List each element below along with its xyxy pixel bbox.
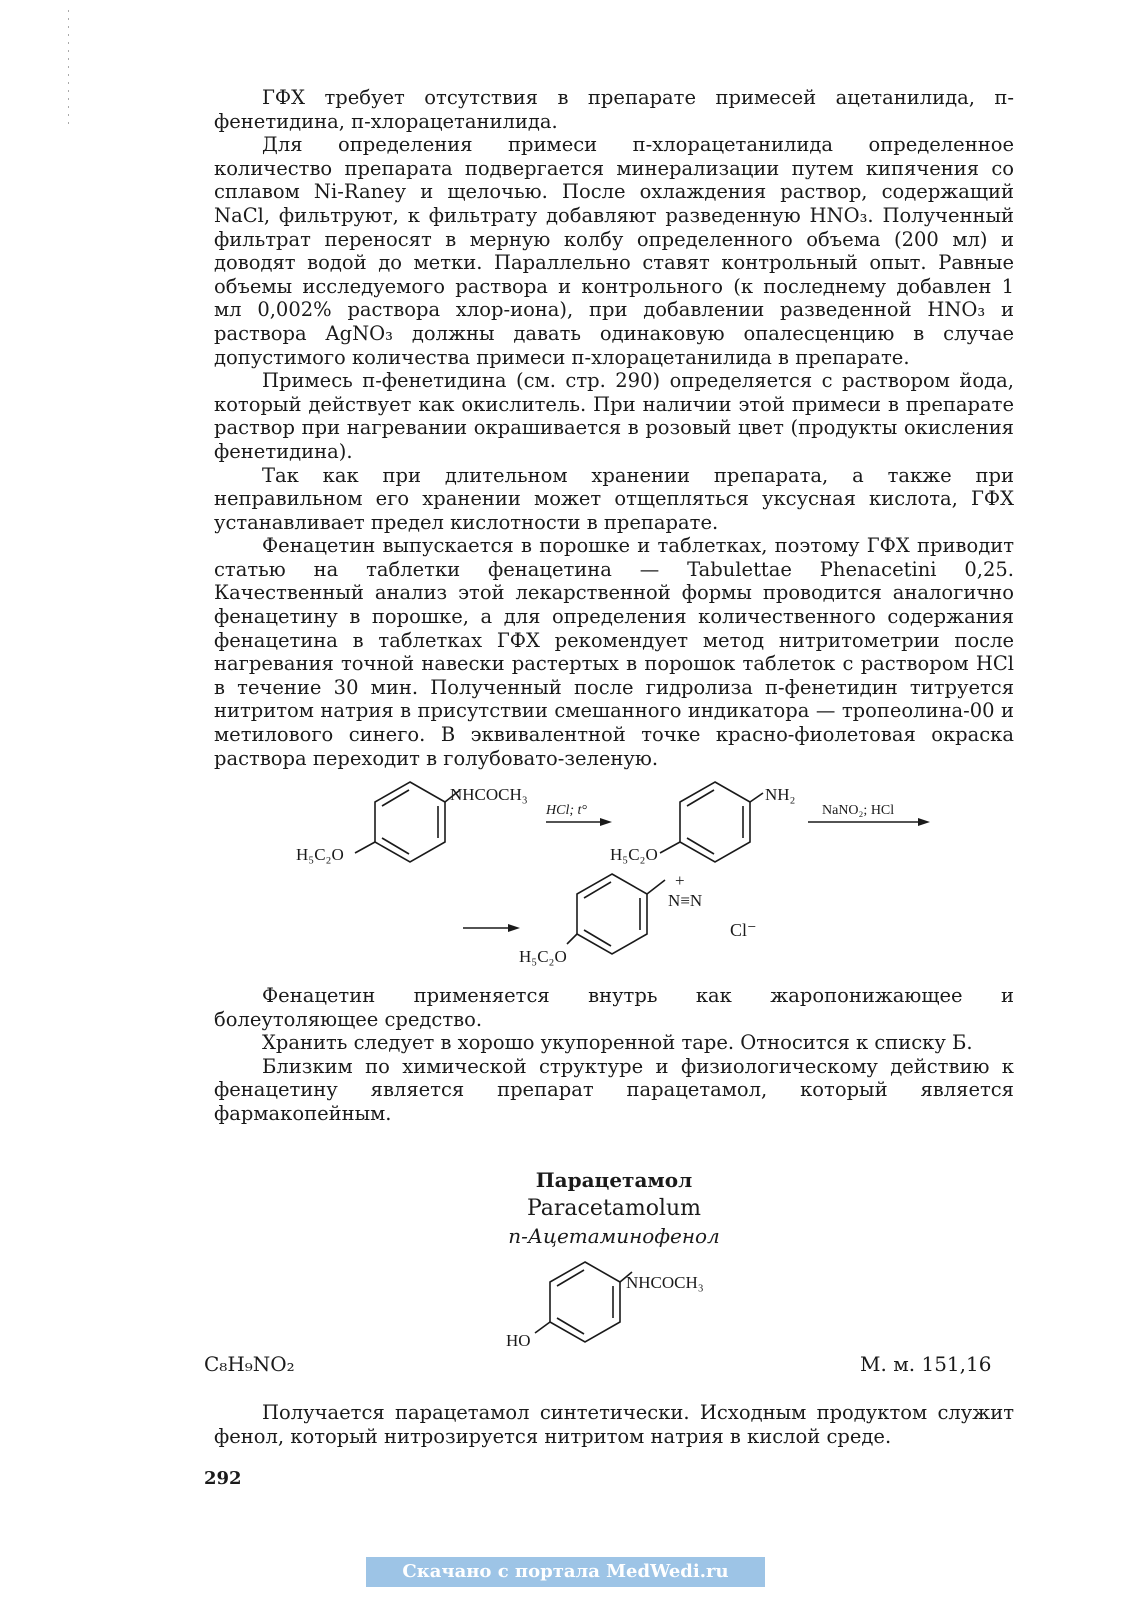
- benzene-ring: [535, 1262, 632, 1342]
- reaction-conditions: HCl; t°: [546, 803, 587, 818]
- substituent-label: H₅C₂O: [610, 845, 658, 864]
- reaction-conditions: NaNO₂; HCl: [822, 803, 895, 818]
- body-text-bottom: [214, 1401, 1014, 1448]
- paragraph: Фенацетин применяется внутрь как жаропонижающее и болеутоляющее средство.: [214, 984, 1014, 1031]
- substituent-label: N≡N: [668, 891, 703, 910]
- counter-ion-label: Cl⁻: [730, 920, 757, 940]
- substituent-label: NHCOCH₃: [450, 785, 528, 804]
- scan-mark: [68, 10, 69, 130]
- substituent-label: NH₂: [765, 785, 796, 804]
- paragraph: Близким по химической структуре и физиологическому действию к фенацетину является препарат парацетамол, который является фармакопейным.: [214, 1054, 1014, 1125]
- charge-label: +: [675, 871, 685, 890]
- substituent-label: H₅C₂O: [519, 947, 567, 966]
- paragraph: Для определения примеси п-хлорацетанилида определенное количество препарата подвергается минерализации путем кипячения со сплавом Ni-Ranеу и щелочью. После охлаждения раствор, содержащий NaCl, фильтруют, к фильтрату добавляют разведенную HNO₃. Полученный фильтрат переносят в мерную колбу определенного объема (200 мл) и доводят водой до метки. Параллельно ставят контрольный опыт. Равные объемы исследуемого раствора и контрольного (к последнему добавлен 1 мл 0,002% раствора хлор-иона), при добавлении разведенной HNO₃ и раствора AgNO₃ должны давать одинаковую опалесценцию в случае допустимого количества примеси п-хлорацетанилида в препарате.: [214, 133, 1014, 369]
- monograph-latin-name: Paracetamolum: [526, 1196, 702, 1221]
- molar-mass: М. м. 151,16: [860, 1352, 992, 1376]
- benzene-ring: [567, 874, 665, 954]
- paragraph: Примесь п-фенетидина (см. стр. 290) определяется с раствором йода, который действует как окислитель. При наличии этой примеси в препарате раствор при нагревании окрашивается в розовый цвет (продукты окисления фенетидина).: [214, 369, 1014, 463]
- paragraph: Так как при длительном хранении препарата, а также при неправильном его хранении может отщепляться уксусная кислота, ГФХ устанавливает предел кислотности в препарате.: [214, 463, 1014, 534]
- benzene-ring: [355, 782, 460, 862]
- paragraph: Хранить следует в хорошо укупоренной таре. Относится к списку Б.: [262, 1031, 973, 1055]
- paragraph: Получается парацетамол синтетически. Исходным продуктом служит фенол, который нитрозируется нитритом натрия в кислой среде.: [214, 1401, 1014, 1448]
- footer-download-banner[interactable]: Скачано с портала MedWedi.ru: [366, 1557, 765, 1587]
- substituent-label: HO: [506, 1331, 531, 1350]
- body-text-middle: [214, 984, 1014, 1126]
- paragraph: ГФХ требует отсутствия в препарате примесей ацетанилида, п-фенетидина, п-хлорацетанилида.: [214, 86, 1014, 133]
- substituent-label: H₅C₂O: [296, 845, 344, 864]
- substituent-label: NHCOCH₃: [626, 1273, 704, 1292]
- paragraph: Фенацетин выпускается в порошке и таблетках, поэтому ГФХ приводит статью на таблетки фенацетина — Tabulettae Phenacetini 0,25. Качественный анализ этой лекарственной формы проводится аналогично фенацетину в порошке, а для определения количественного содержания фенацетина в таблетках ГФХ рекомендует метод нитритометрии после нагревания точной навески растертых в порошок таблеток с раствором HCl в течение 30 мин. Полученный после гидролиза п-фенетидин титруется нитритом натрия в присутствии смешанного индикатора — тропеолина-00 и метилового синего. В эквивалентной точке красно-фиолетовая окраска раствора переходит в голубовато-зеленую.: [214, 534, 1014, 770]
- benzene-ring: [660, 782, 763, 862]
- page-number: 292: [204, 1468, 242, 1489]
- monograph-title: Парацетамол: [535, 1168, 693, 1192]
- molecular-formula: C₈H₉NO₂: [204, 1352, 295, 1376]
- body-text-top: [214, 86, 1014, 770]
- monograph-chemical-name: п-Ацетаминофенол: [508, 1224, 720, 1248]
